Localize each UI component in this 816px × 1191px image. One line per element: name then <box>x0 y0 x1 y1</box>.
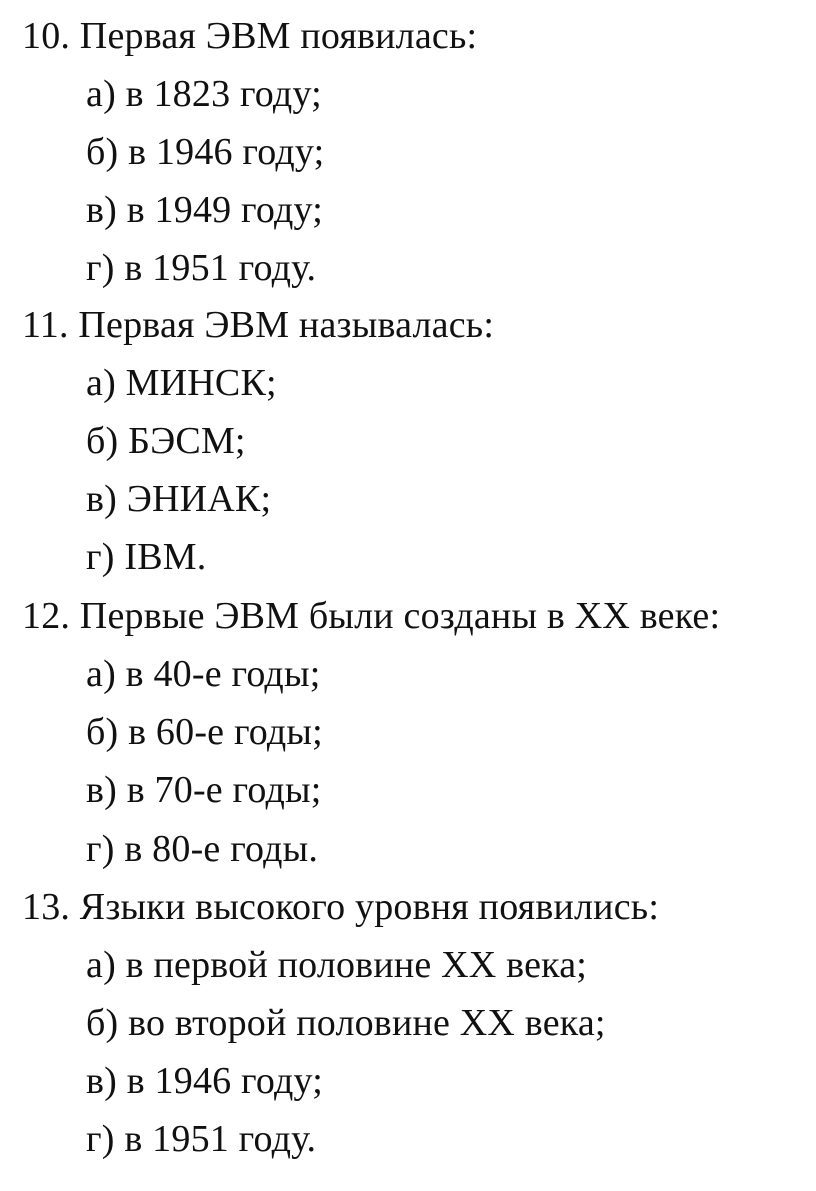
question-title: 12. Первые ЭВМ были созданы в XX веке: <box>22 595 721 637</box>
answer-option: в) в 1949 году; <box>86 189 323 231</box>
answer-option: а) в 1823 году; <box>86 73 322 115</box>
answer-option: г) в 1951 году. <box>86 1118 317 1160</box>
answer-option: а) в 40-е годы; <box>86 653 321 695</box>
answer-option: б) БЭСМ; <box>86 420 246 462</box>
answer-option: а) МИНСК; <box>86 362 277 404</box>
answer-option: б) во второй половине XX века; <box>86 1002 606 1044</box>
answer-option: в) ЭНИАК; <box>86 478 272 520</box>
answer-option: г) в 1951 году. <box>86 247 317 289</box>
answer-option: г) IBM. <box>86 536 207 578</box>
question-title: 11. Первая ЭВМ называлась: <box>22 304 495 346</box>
question-title: 10. Первая ЭВМ появилась: <box>22 15 478 57</box>
answer-option: б) в 1946 году; <box>86 131 325 173</box>
answer-option: б) в 60-е годы; <box>86 711 323 753</box>
answer-option: г) в 80-е годы. <box>86 828 319 870</box>
answer-option: в) в 70-е годы; <box>86 769 322 811</box>
answer-option: а) в первой половине XX века; <box>86 944 588 986</box>
question-title: 13. Языки высокого уровня появились: <box>22 886 660 928</box>
answer-option: в) в 1946 году; <box>86 1060 323 1102</box>
